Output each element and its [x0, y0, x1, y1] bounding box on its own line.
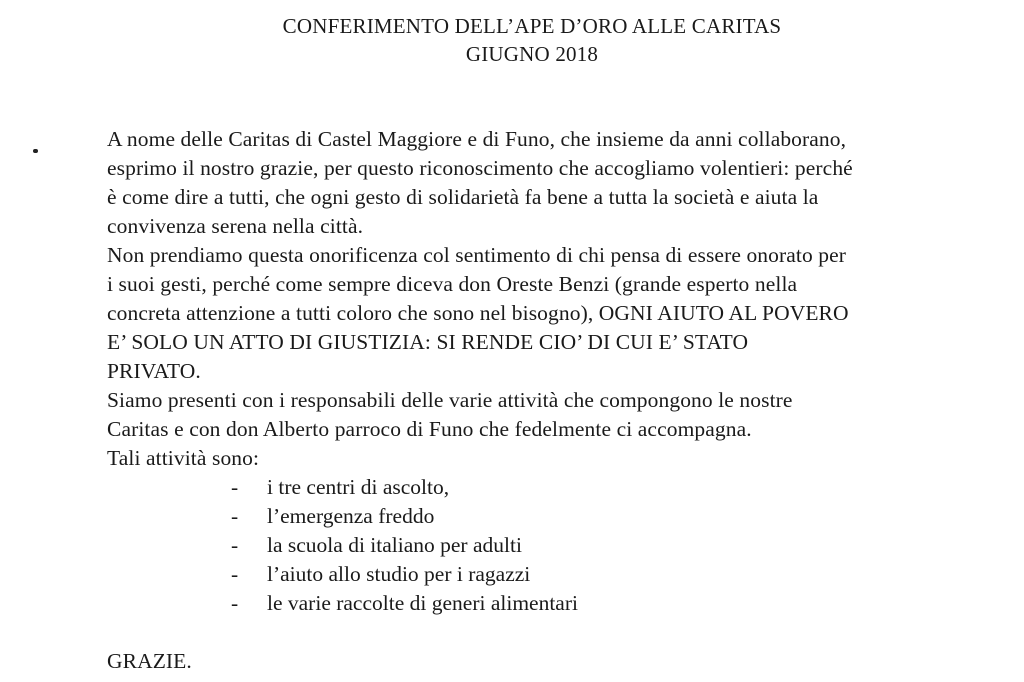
paragraph-line: i suoi gesti, perché come sempre diceva don Oreste Benzi (grande esperto nella [107, 272, 798, 296]
document-date: GIUGNO 2018 [465, 42, 599, 66]
list-dash: - [231, 591, 239, 615]
list-item-text: la scuola di italiano per adulti [267, 533, 522, 557]
paragraph-line: Caritas e con don Alberto parroco di Funo che fedelmente ci accompagna. [107, 417, 752, 441]
paragraph-line: E’ SOLO UN ATTO DI GIUSTIZIA: SI RENDE CIO’ DI CUI E’ STATO [107, 330, 749, 354]
document-title: CONFERIMENTO DELL’APE D’ORO ALLE CARITAS [282, 14, 782, 38]
paragraph-line: PRIVATO. [107, 359, 201, 383]
list-dash: - [231, 533, 239, 557]
paragraph-line: è come dire a tutti, che ogni gesto di solidarietà fa bene a tutta la società e aiuta la [107, 185, 819, 209]
list-item-text: le varie raccolte di generi alimentari [267, 591, 578, 615]
list-dash: - [231, 475, 239, 499]
paragraph-line: convivenza serena nella città. [107, 214, 364, 238]
list-item-text: l’aiuto allo studio per i ragazzi [267, 562, 531, 586]
paragraph-line: A nome delle Caritas di Castel Maggiore e di Funo, che insieme da anni collaborano, [107, 127, 847, 151]
closing-text: GRAZIE. [107, 649, 192, 673]
paragraph-line: concreta attenzione a tutti coloro che sono nel bisogno), OGNI AIUTO AL POVERO [107, 301, 849, 325]
list-item-text: l’emergenza freddo [267, 504, 435, 528]
margin-dot-mark [33, 149, 38, 153]
list-item-text: i tre centri di ascolto, [267, 475, 450, 499]
paragraph-line: Tali attività sono: [107, 446, 260, 470]
paragraph-line: Siamo presenti con i responsabili delle varie attività che compongono le nostre [107, 388, 793, 412]
list-dash: - [231, 562, 239, 586]
paragraph-line: Non prendiamo questa onorificenza col sentimento di chi pensa di essere onorato per [107, 243, 847, 267]
list-dash: - [231, 504, 239, 528]
paragraph-line: esprimo il nostro grazie, per questo riconoscimento che accogliamo volentieri: perché [107, 156, 853, 180]
